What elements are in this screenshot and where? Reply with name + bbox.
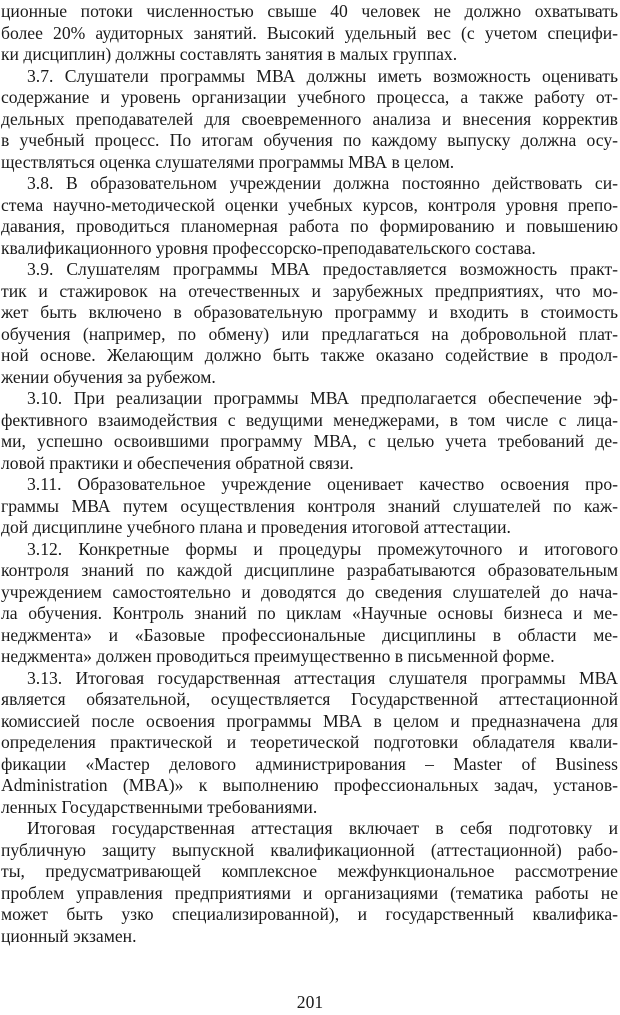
text-line: 3.12. Конкретные формы и процедуры промежуточного и итогового <box>27 538 618 559</box>
text-line: ленных Государственными требованиями. <box>1 796 318 817</box>
text-line: является обязательной, осуществляется Государственной аттестационной <box>1 689 618 709</box>
text-line: ла обучения. Контроль знаний по циклам «Научные основы бизнеса и ме- <box>1 603 618 623</box>
text-line: Итоговая государственная аттестация включает в себя подготовку и <box>27 818 618 838</box>
text-line: 3.7. Слушатели программы МВА должны иметь возможность оценивать <box>27 65 618 86</box>
text-line: учреждением самостоятельно и доводятся до сведения слушателей до нача- <box>1 581 618 602</box>
text-line: комиссией после освоения программы МВА в целом и предназначена для <box>1 710 618 731</box>
text-line: 3.8. В образовательном учреждении должна постоянно действовать си- <box>27 173 618 193</box>
text-line: фективного взаимодействия с ведущими менеджерами, в том числе с лица- <box>1 409 618 430</box>
text-line: проблем управления предприятиями и организациями (тематика работы не <box>1 882 618 903</box>
text-line: квалификационного уровня профессорско-преподавательского состава. <box>1 237 536 258</box>
text-line: 3.10. При реализации программы МВА предполагается обеспечение эф- <box>27 388 618 408</box>
text-line: неджмента» должен проводиться преимущественно в письменной форме. <box>1 646 555 666</box>
text-line: контроля знаний по каждой дисциплине разрабатываются образовательным <box>1 560 618 580</box>
text-line: жении обучения за рубежом. <box>1 366 216 387</box>
text-line: определения практической и теоретической подготовки обладателя квали- <box>1 732 618 752</box>
text-line: обучения (например, по обмену) или предлагаться на добровольной плат- <box>1 323 618 344</box>
page-number: 201 <box>296 992 324 1012</box>
text-line: граммы МВА путем осуществления контроля знаний слушателей по каж- <box>1 495 618 516</box>
text-line: дельных преподавателей для своевременного анализа и внесения корректив <box>1 108 618 129</box>
text-line: ты, предусматривающей комплексное межфункциональное рассмотрение <box>1 861 618 881</box>
text-line: в учебный процесс. По итогам обучения по каждому выпуску должна осу- <box>1 130 618 150</box>
text-line: 3.13. Итоговая государственная аттестация слушателя программы МВА <box>27 667 618 688</box>
text-line: неджмента» и «Базовые профессиональные дисциплины в области ме- <box>1 624 618 645</box>
text-line: жет быть включено в образовательную программу и входить в стоимость <box>1 302 618 322</box>
text-line: 3.9. Слушателям программы МВА предоставляется возможность практ- <box>27 259 618 279</box>
text-line: ционные потоки численностью свыше 40 человек не должно охватывать <box>1 1 618 21</box>
text-line: ществляться оценка слушателями программы МВА в целом. <box>1 151 455 172</box>
text-line: публичную защиту выпускной квалификационной (аттестационной) рабо- <box>1 839 618 860</box>
text-line: дой дисциплине учебного плана и проведения итоговой аттестации. <box>1 517 511 537</box>
text-line: более 20% аудиторных занятий. Высокий удельный вес (с учетом специфи- <box>1 22 618 43</box>
text-line: стема научно-методической оценки учебных курсов, контроля уровня препо- <box>1 194 618 215</box>
text-line: может быть узко специализированной), и государственный квалифика- <box>1 904 618 924</box>
text-line: ки дисциплин) должны составлять занятия в малых группах. <box>1 44 458 64</box>
text-line: Administration (MBA)» к выполнению профессиональных задач, установ- <box>1 775 618 795</box>
text-line: ной основе. Желающим должно быть также оказано содействие в продол- <box>1 345 618 365</box>
text-line: фикации «Мастер делового администрирования – Master of Business <box>1 753 618 774</box>
body-text <box>1 1 618 947</box>
text-line: ми, успешно освоившими программу МВА, с целью учета требований де- <box>1 431 618 451</box>
text-line: содержание и уровень организации учебного процесса, а также работу от- <box>1 87 618 107</box>
text-line: 3.11. Образовательное учреждение оценивает качество освоения про- <box>27 474 618 494</box>
text-line: ционный экзамен. <box>1 925 137 946</box>
text-line: ловой практики и обеспечения обратной связи. <box>1 452 354 473</box>
text-line: тик и стажировок на отечественных и зарубежных предприятиях, что мо- <box>1 280 618 301</box>
text-line: давания, проводиться планомерная работа по формированию и повышению <box>1 216 618 236</box>
